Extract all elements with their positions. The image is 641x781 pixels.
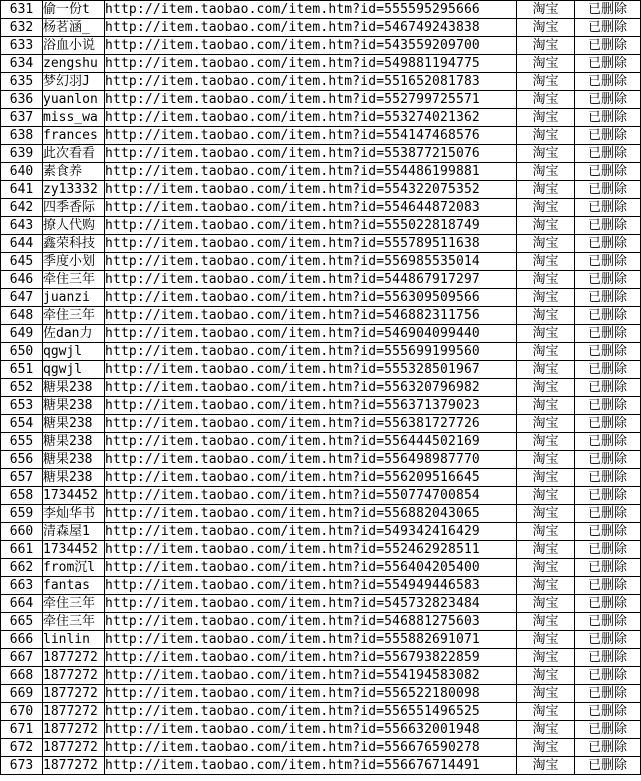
item-url-cell[interactable]: http://item.taobao.com/item.htm?id=556209516645 bbox=[105, 469, 517, 487]
shop-name-cell[interactable]: 1877272 bbox=[43, 667, 105, 685]
status-cell[interactable]: 已删除 bbox=[575, 739, 641, 757]
shop-name-cell[interactable]: juanzi bbox=[43, 289, 105, 307]
row-number-cell[interactable]: 639 bbox=[1, 145, 43, 163]
table-row bbox=[1, 235, 641, 253]
platform-cell[interactable]: 淘宝 bbox=[517, 325, 575, 343]
status-cell[interactable]: 已删除 bbox=[575, 685, 641, 703]
table-row bbox=[1, 307, 641, 325]
row-number-cell[interactable]: 654 bbox=[1, 415, 43, 433]
platform-cell[interactable]: 淘宝 bbox=[517, 433, 575, 451]
platform-cell[interactable]: 淘宝 bbox=[517, 73, 575, 91]
shop-name-cell[interactable]: zengshu bbox=[43, 55, 105, 73]
status-cell[interactable]: 已删除 bbox=[575, 397, 641, 415]
shop-name-cell[interactable]: qgwjl bbox=[43, 343, 105, 361]
item-url-cell[interactable]: http://item.taobao.com/item.htm?id=554147468576 bbox=[105, 127, 517, 145]
status-cell[interactable]: 已删除 bbox=[575, 1, 641, 19]
shop-name-cell[interactable]: 清森屋1 bbox=[43, 523, 105, 541]
row-number-cell[interactable]: 662 bbox=[1, 559, 43, 577]
status-cell[interactable]: 已删除 bbox=[575, 487, 641, 505]
shop-name-cell[interactable]: 佐dan力 bbox=[43, 325, 105, 343]
row-number-cell[interactable]: 663 bbox=[1, 577, 43, 595]
status-cell[interactable]: 已删除 bbox=[575, 289, 641, 307]
platform-cell[interactable]: 淘宝 bbox=[517, 757, 575, 775]
row-number-cell[interactable]: 657 bbox=[1, 469, 43, 487]
status-cell[interactable]: 已删除 bbox=[575, 55, 641, 73]
row-number-cell[interactable]: 653 bbox=[1, 397, 43, 415]
platform-cell[interactable]: 淘宝 bbox=[517, 577, 575, 595]
status-cell[interactable]: 已删除 bbox=[575, 433, 641, 451]
item-url-cell[interactable]: http://item.taobao.com/item.htm?id=546881275603 bbox=[105, 613, 517, 631]
shop-name-cell[interactable]: 牵住三年 bbox=[43, 307, 105, 325]
status-cell[interactable]: 已删除 bbox=[575, 469, 641, 487]
row-number-cell[interactable]: 664 bbox=[1, 595, 43, 613]
table-row bbox=[1, 739, 641, 757]
platform-cell[interactable]: 淘宝 bbox=[517, 217, 575, 235]
row-number-cell[interactable]: 670 bbox=[1, 703, 43, 721]
platform-cell[interactable]: 淘宝 bbox=[517, 253, 575, 271]
platform-cell[interactable]: 淘宝 bbox=[517, 343, 575, 361]
table-row bbox=[1, 415, 641, 433]
status-cell[interactable]: 已删除 bbox=[575, 127, 641, 145]
platform-cell[interactable]: 淘宝 bbox=[517, 469, 575, 487]
table-row bbox=[1, 487, 641, 505]
shop-name-cell[interactable]: 杨茗涵_ bbox=[43, 19, 105, 37]
row-number-cell[interactable]: 658 bbox=[1, 487, 43, 505]
row-number-cell[interactable]: 649 bbox=[1, 325, 43, 343]
shop-name-cell[interactable]: 糖果238 bbox=[43, 433, 105, 451]
row-number-cell[interactable]: 655 bbox=[1, 433, 43, 451]
item-url-cell[interactable]: http://item.taobao.com/item.htm?id=555789511638 bbox=[105, 235, 517, 253]
item-url-cell[interactable]: http://item.taobao.com/item.htm?id=555882691071 bbox=[105, 631, 517, 649]
shop-name-cell[interactable]: 季度小划 bbox=[43, 253, 105, 271]
table-row bbox=[1, 703, 641, 721]
shop-name-cell[interactable]: 牵住三年 bbox=[43, 595, 105, 613]
shop-name-cell[interactable]: 1877272 bbox=[43, 757, 105, 775]
platform-cell[interactable]: 淘宝 bbox=[517, 703, 575, 721]
row-number-cell[interactable]: 635 bbox=[1, 73, 43, 91]
item-url-cell[interactable]: http://item.taobao.com/item.htm?id=556793822859 bbox=[105, 649, 517, 667]
table-row bbox=[1, 523, 641, 541]
platform-cell[interactable]: 淘宝 bbox=[517, 685, 575, 703]
table-row bbox=[1, 145, 641, 163]
row-number-cell[interactable]: 668 bbox=[1, 667, 43, 685]
row-number-cell[interactable]: 660 bbox=[1, 523, 43, 541]
status-cell[interactable]: 已删除 bbox=[575, 595, 641, 613]
item-url-cell[interactable]: http://item.taobao.com/item.htm?id=555328501967 bbox=[105, 361, 517, 379]
shop-name-cell[interactable]: 糖果238 bbox=[43, 469, 105, 487]
shop-name-cell[interactable]: 浴血小说 bbox=[43, 37, 105, 55]
item-url-cell[interactable]: http://item.taobao.com/item.htm?id=543559209700 bbox=[105, 37, 517, 55]
row-number-cell[interactable]: 646 bbox=[1, 271, 43, 289]
table-row bbox=[1, 91, 641, 109]
status-cell[interactable]: 已删除 bbox=[575, 163, 641, 181]
row-number-cell[interactable]: 645 bbox=[1, 253, 43, 271]
row-number-cell[interactable]: 651 bbox=[1, 361, 43, 379]
platform-cell[interactable]: 淘宝 bbox=[517, 739, 575, 757]
item-url-cell[interactable]: http://item.taobao.com/item.htm?id=553274021362 bbox=[105, 109, 517, 127]
platform-cell[interactable]: 淘宝 bbox=[517, 127, 575, 145]
item-url-cell[interactable]: http://item.taobao.com/item.htm?id=556882043065 bbox=[105, 505, 517, 523]
shop-name-cell[interactable]: 1877272 bbox=[43, 703, 105, 721]
row-number-cell[interactable]: 667 bbox=[1, 649, 43, 667]
table-row bbox=[1, 721, 641, 739]
shop-name-cell[interactable]: 1877272 bbox=[43, 649, 105, 667]
platform-cell[interactable]: 淘宝 bbox=[517, 1, 575, 19]
row-number-cell[interactable]: 666 bbox=[1, 631, 43, 649]
row-number-cell[interactable]: 633 bbox=[1, 37, 43, 55]
table-row bbox=[1, 757, 641, 775]
item-url-cell[interactable]: http://item.taobao.com/item.htm?id=556444502169 bbox=[105, 433, 517, 451]
status-cell[interactable]: 已删除 bbox=[575, 145, 641, 163]
platform-cell[interactable]: 淘宝 bbox=[517, 523, 575, 541]
shop-name-cell[interactable]: 1877272 bbox=[43, 685, 105, 703]
row-number-cell[interactable]: 644 bbox=[1, 235, 43, 253]
table-row bbox=[1, 451, 641, 469]
item-url-cell[interactable]: http://item.taobao.com/item.htm?id=556522180098 bbox=[105, 685, 517, 703]
item-url-cell[interactable]: http://item.taobao.com/item.htm?id=556371379023 bbox=[105, 397, 517, 415]
row-number-cell[interactable]: 647 bbox=[1, 289, 43, 307]
platform-cell[interactable]: 淘宝 bbox=[517, 721, 575, 739]
row-number-cell[interactable]: 636 bbox=[1, 91, 43, 109]
shop-name-cell[interactable]: 四季香际 bbox=[43, 199, 105, 217]
status-cell[interactable]: 已删除 bbox=[575, 343, 641, 361]
item-url-cell[interactable]: http://item.taobao.com/item.htm?id=556381727726 bbox=[105, 415, 517, 433]
platform-cell[interactable]: 淘宝 bbox=[517, 271, 575, 289]
table-row bbox=[1, 361, 641, 379]
platform-cell[interactable]: 淘宝 bbox=[517, 163, 575, 181]
platform-cell[interactable]: 淘宝 bbox=[517, 595, 575, 613]
platform-cell[interactable]: 淘宝 bbox=[517, 541, 575, 559]
row-number-cell[interactable]: 659 bbox=[1, 505, 43, 523]
status-cell[interactable]: 已删除 bbox=[575, 271, 641, 289]
table-body bbox=[1, 1, 641, 775]
platform-cell[interactable]: 淘宝 bbox=[517, 289, 575, 307]
status-cell[interactable]: 已删除 bbox=[575, 307, 641, 325]
status-cell[interactable]: 已删除 bbox=[575, 19, 641, 37]
status-cell[interactable]: 已删除 bbox=[575, 253, 641, 271]
item-url-cell[interactable]: http://item.taobao.com/item.htm?id=556551496525 bbox=[105, 703, 517, 721]
platform-cell[interactable]: 淘宝 bbox=[517, 451, 575, 469]
shop-name-cell[interactable]: frances bbox=[43, 127, 105, 145]
item-url-cell[interactable]: http://item.taobao.com/item.htm?id=554194583082 bbox=[105, 667, 517, 685]
status-cell[interactable]: 已删除 bbox=[575, 91, 641, 109]
status-cell[interactable]: 已删除 bbox=[575, 757, 641, 775]
shop-name-cell[interactable]: from沉l bbox=[43, 559, 105, 577]
item-url-cell[interactable]: http://item.taobao.com/item.htm?id=552462928511 bbox=[105, 541, 517, 559]
shop-name-cell[interactable]: 糖果238 bbox=[43, 379, 105, 397]
status-cell[interactable]: 已删除 bbox=[575, 451, 641, 469]
table-row bbox=[1, 631, 641, 649]
table-row bbox=[1, 649, 641, 667]
platform-cell[interactable]: 淘宝 bbox=[517, 487, 575, 505]
shop-name-cell[interactable]: linlin bbox=[43, 631, 105, 649]
item-url-cell[interactable]: http://item.taobao.com/item.htm?id=556309509566 bbox=[105, 289, 517, 307]
item-url-cell[interactable]: http://item.taobao.com/item.htm?id=545732823484 bbox=[105, 595, 517, 613]
platform-cell[interactable]: 淘宝 bbox=[517, 649, 575, 667]
status-cell[interactable]: 已删除 bbox=[575, 73, 641, 91]
table-row bbox=[1, 163, 641, 181]
table-row bbox=[1, 181, 641, 199]
shop-name-cell[interactable]: fantas bbox=[43, 577, 105, 595]
item-url-cell[interactable]: http://item.taobao.com/item.htm?id=556320796982 bbox=[105, 379, 517, 397]
row-number-cell[interactable]: 656 bbox=[1, 451, 43, 469]
table-row bbox=[1, 469, 641, 487]
table-row bbox=[1, 541, 641, 559]
item-url-cell[interactable]: http://item.taobao.com/item.htm?id=546904099440 bbox=[105, 325, 517, 343]
table-row bbox=[1, 19, 641, 37]
status-cell[interactable]: 已删除 bbox=[575, 703, 641, 721]
platform-cell[interactable]: 淘宝 bbox=[517, 667, 575, 685]
item-url-cell[interactable]: http://item.taobao.com/item.htm?id=550774700854 bbox=[105, 487, 517, 505]
status-cell[interactable]: 已删除 bbox=[575, 181, 641, 199]
shop-name-cell[interactable]: 撩人代购 bbox=[43, 217, 105, 235]
item-url-cell[interactable]: http://item.taobao.com/item.htm?id=554322075352 bbox=[105, 181, 517, 199]
platform-cell[interactable]: 淘宝 bbox=[517, 505, 575, 523]
platform-cell[interactable]: 淘宝 bbox=[517, 37, 575, 55]
status-cell[interactable]: 已删除 bbox=[575, 235, 641, 253]
platform-cell[interactable]: 淘宝 bbox=[517, 91, 575, 109]
platform-cell[interactable]: 淘宝 bbox=[517, 379, 575, 397]
table-row bbox=[1, 613, 641, 631]
platform-cell[interactable]: 淘宝 bbox=[517, 397, 575, 415]
item-url-cell[interactable]: http://item.taobao.com/item.htm?id=556676590278 bbox=[105, 739, 517, 757]
shop-name-cell[interactable]: 1734452 bbox=[43, 487, 105, 505]
item-url-cell[interactable]: http://item.taobao.com/item.htm?id=554486199881 bbox=[105, 163, 517, 181]
item-url-cell[interactable]: http://item.taobao.com/item.htm?id=544867917297 bbox=[105, 271, 517, 289]
table-row bbox=[1, 55, 641, 73]
platform-cell[interactable]: 淘宝 bbox=[517, 361, 575, 379]
shop-name-cell[interactable]: 素食养 bbox=[43, 163, 105, 181]
platform-cell[interactable]: 淘宝 bbox=[517, 199, 575, 217]
item-url-cell[interactable]: http://item.taobao.com/item.htm?id=555699199560 bbox=[105, 343, 517, 361]
item-url-cell[interactable]: http://item.taobao.com/item.htm?id=552799725571 bbox=[105, 91, 517, 109]
platform-cell[interactable]: 淘宝 bbox=[517, 559, 575, 577]
item-url-cell[interactable]: http://item.taobao.com/item.htm?id=551652081783 bbox=[105, 73, 517, 91]
status-cell[interactable]: 已删除 bbox=[575, 415, 641, 433]
shop-name-cell[interactable]: zy13332 bbox=[43, 181, 105, 199]
table-row bbox=[1, 343, 641, 361]
status-cell[interactable]: 已删除 bbox=[575, 613, 641, 631]
row-number-cell[interactable]: 673 bbox=[1, 757, 43, 775]
shop-name-cell[interactable]: 糖果238 bbox=[43, 397, 105, 415]
row-number-cell[interactable]: 650 bbox=[1, 343, 43, 361]
item-url-cell[interactable]: http://item.taobao.com/item.htm?id=556404205400 bbox=[105, 559, 517, 577]
row-number-cell[interactable]: 648 bbox=[1, 307, 43, 325]
status-cell[interactable]: 已删除 bbox=[575, 649, 641, 667]
platform-cell[interactable]: 淘宝 bbox=[517, 109, 575, 127]
row-number-cell[interactable]: 640 bbox=[1, 163, 43, 181]
item-url-cell[interactable]: http://item.taobao.com/item.htm?id=554644872083 bbox=[105, 199, 517, 217]
item-url-cell[interactable]: http://item.taobao.com/item.htm?id=549881194775 bbox=[105, 55, 517, 73]
shop-name-cell[interactable]: miss_wa bbox=[43, 109, 105, 127]
row-number-cell[interactable]: 661 bbox=[1, 541, 43, 559]
row-number-cell[interactable]: 637 bbox=[1, 109, 43, 127]
shop-name-cell[interactable]: 梦幻羽J bbox=[43, 73, 105, 91]
table-row bbox=[1, 199, 641, 217]
row-number-cell[interactable]: 631 bbox=[1, 1, 43, 19]
table-row bbox=[1, 325, 641, 343]
shop-name-cell[interactable]: 糖果238 bbox=[43, 415, 105, 433]
status-cell[interactable]: 已删除 bbox=[575, 199, 641, 217]
platform-cell[interactable]: 淘宝 bbox=[517, 631, 575, 649]
shop-name-cell[interactable]: 牵住三年 bbox=[43, 613, 105, 631]
shop-name-cell[interactable]: yuanlon bbox=[43, 91, 105, 109]
row-number-cell[interactable]: 634 bbox=[1, 55, 43, 73]
item-url-cell[interactable]: http://item.taobao.com/item.htm?id=546749243838 bbox=[105, 19, 517, 37]
table-row bbox=[1, 1, 641, 19]
status-cell[interactable]: 已删除 bbox=[575, 631, 641, 649]
table-row bbox=[1, 559, 641, 577]
item-url-cell[interactable]: http://item.taobao.com/item.htm?id=553877215076 bbox=[105, 145, 517, 163]
platform-cell[interactable]: 淘宝 bbox=[517, 181, 575, 199]
platform-cell[interactable]: 淘宝 bbox=[517, 55, 575, 73]
table-row bbox=[1, 595, 641, 613]
platform-cell[interactable]: 淘宝 bbox=[517, 19, 575, 37]
item-url-cell[interactable]: http://item.taobao.com/item.htm?id=555595295666 bbox=[105, 1, 517, 19]
status-cell[interactable]: 已删除 bbox=[575, 325, 641, 343]
platform-cell[interactable]: 淘宝 bbox=[517, 415, 575, 433]
platform-cell[interactable]: 淘宝 bbox=[517, 307, 575, 325]
item-url-cell[interactable]: http://item.taobao.com/item.htm?id=556676714491 bbox=[105, 757, 517, 775]
shop-name-cell[interactable]: 牵住三年 bbox=[43, 271, 105, 289]
table-row bbox=[1, 217, 641, 235]
status-cell[interactable]: 已删除 bbox=[575, 109, 641, 127]
status-cell[interactable]: 已删除 bbox=[575, 217, 641, 235]
platform-cell[interactable]: 淘宝 bbox=[517, 613, 575, 631]
status-cell[interactable]: 已删除 bbox=[575, 577, 641, 595]
row-number-cell[interactable]: 672 bbox=[1, 739, 43, 757]
item-url-cell[interactable]: http://item.taobao.com/item.htm?id=549342416429 bbox=[105, 523, 517, 541]
table-row bbox=[1, 253, 641, 271]
table-row bbox=[1, 379, 641, 397]
row-number-cell[interactable]: 642 bbox=[1, 199, 43, 217]
table-row bbox=[1, 127, 641, 145]
shop-name-cell[interactable]: 1734452 bbox=[43, 541, 105, 559]
table-row bbox=[1, 289, 641, 307]
shop-name-cell[interactable]: 糖果238 bbox=[43, 451, 105, 469]
table-row bbox=[1, 73, 641, 91]
item-url-cell[interactable]: http://item.taobao.com/item.htm?id=556632001948 bbox=[105, 721, 517, 739]
row-number-cell[interactable]: 643 bbox=[1, 217, 43, 235]
table-row bbox=[1, 577, 641, 595]
shop-name-cell[interactable]: 偷一份t bbox=[43, 1, 105, 19]
shop-name-cell[interactable]: 1877272 bbox=[43, 721, 105, 739]
status-cell[interactable]: 已删除 bbox=[575, 361, 641, 379]
row-number-cell[interactable]: 652 bbox=[1, 379, 43, 397]
table-row bbox=[1, 433, 641, 451]
table-row bbox=[1, 667, 641, 685]
shop-name-cell[interactable]: 鑫荣科技 bbox=[43, 235, 105, 253]
status-cell[interactable]: 已删除 bbox=[575, 541, 641, 559]
shop-name-cell[interactable]: qgwjl bbox=[43, 361, 105, 379]
row-number-cell[interactable]: 638 bbox=[1, 127, 43, 145]
platform-cell[interactable]: 淘宝 bbox=[517, 235, 575, 253]
table-row bbox=[1, 271, 641, 289]
status-cell[interactable]: 已删除 bbox=[575, 667, 641, 685]
platform-cell[interactable]: 淘宝 bbox=[517, 145, 575, 163]
table-row bbox=[1, 685, 641, 703]
item-url-cell[interactable]: http://item.taobao.com/item.htm?id=546882311756 bbox=[105, 307, 517, 325]
item-url-cell[interactable]: http://item.taobao.com/item.htm?id=556498987770 bbox=[105, 451, 517, 469]
row-number-cell[interactable]: 632 bbox=[1, 19, 43, 37]
table-row bbox=[1, 37, 641, 55]
shop-name-cell[interactable]: 此次看看 bbox=[43, 145, 105, 163]
item-url-cell[interactable]: http://item.taobao.com/item.htm?id=556985535014 bbox=[105, 253, 517, 271]
status-cell[interactable]: 已删除 bbox=[575, 559, 641, 577]
row-number-cell[interactable]: 671 bbox=[1, 721, 43, 739]
row-number-cell[interactable]: 669 bbox=[1, 685, 43, 703]
status-cell[interactable]: 已删除 bbox=[575, 505, 641, 523]
shop-name-cell[interactable]: 李灿华书 bbox=[43, 505, 105, 523]
table-row bbox=[1, 109, 641, 127]
item-url-cell[interactable]: http://item.taobao.com/item.htm?id=555022818749 bbox=[105, 217, 517, 235]
status-cell[interactable]: 已删除 bbox=[575, 523, 641, 541]
shop-name-cell[interactable]: 1877272 bbox=[43, 739, 105, 757]
table-row bbox=[1, 397, 641, 415]
status-cell[interactable]: 已删除 bbox=[575, 379, 641, 397]
table-row bbox=[1, 505, 641, 523]
status-cell[interactable]: 已删除 bbox=[575, 721, 641, 739]
status-cell[interactable]: 已删除 bbox=[575, 37, 641, 55]
item-url-cell[interactable]: http://item.taobao.com/item.htm?id=554949446583 bbox=[105, 577, 517, 595]
row-number-cell[interactable]: 665 bbox=[1, 613, 43, 631]
row-number-cell[interactable]: 641 bbox=[1, 181, 43, 199]
